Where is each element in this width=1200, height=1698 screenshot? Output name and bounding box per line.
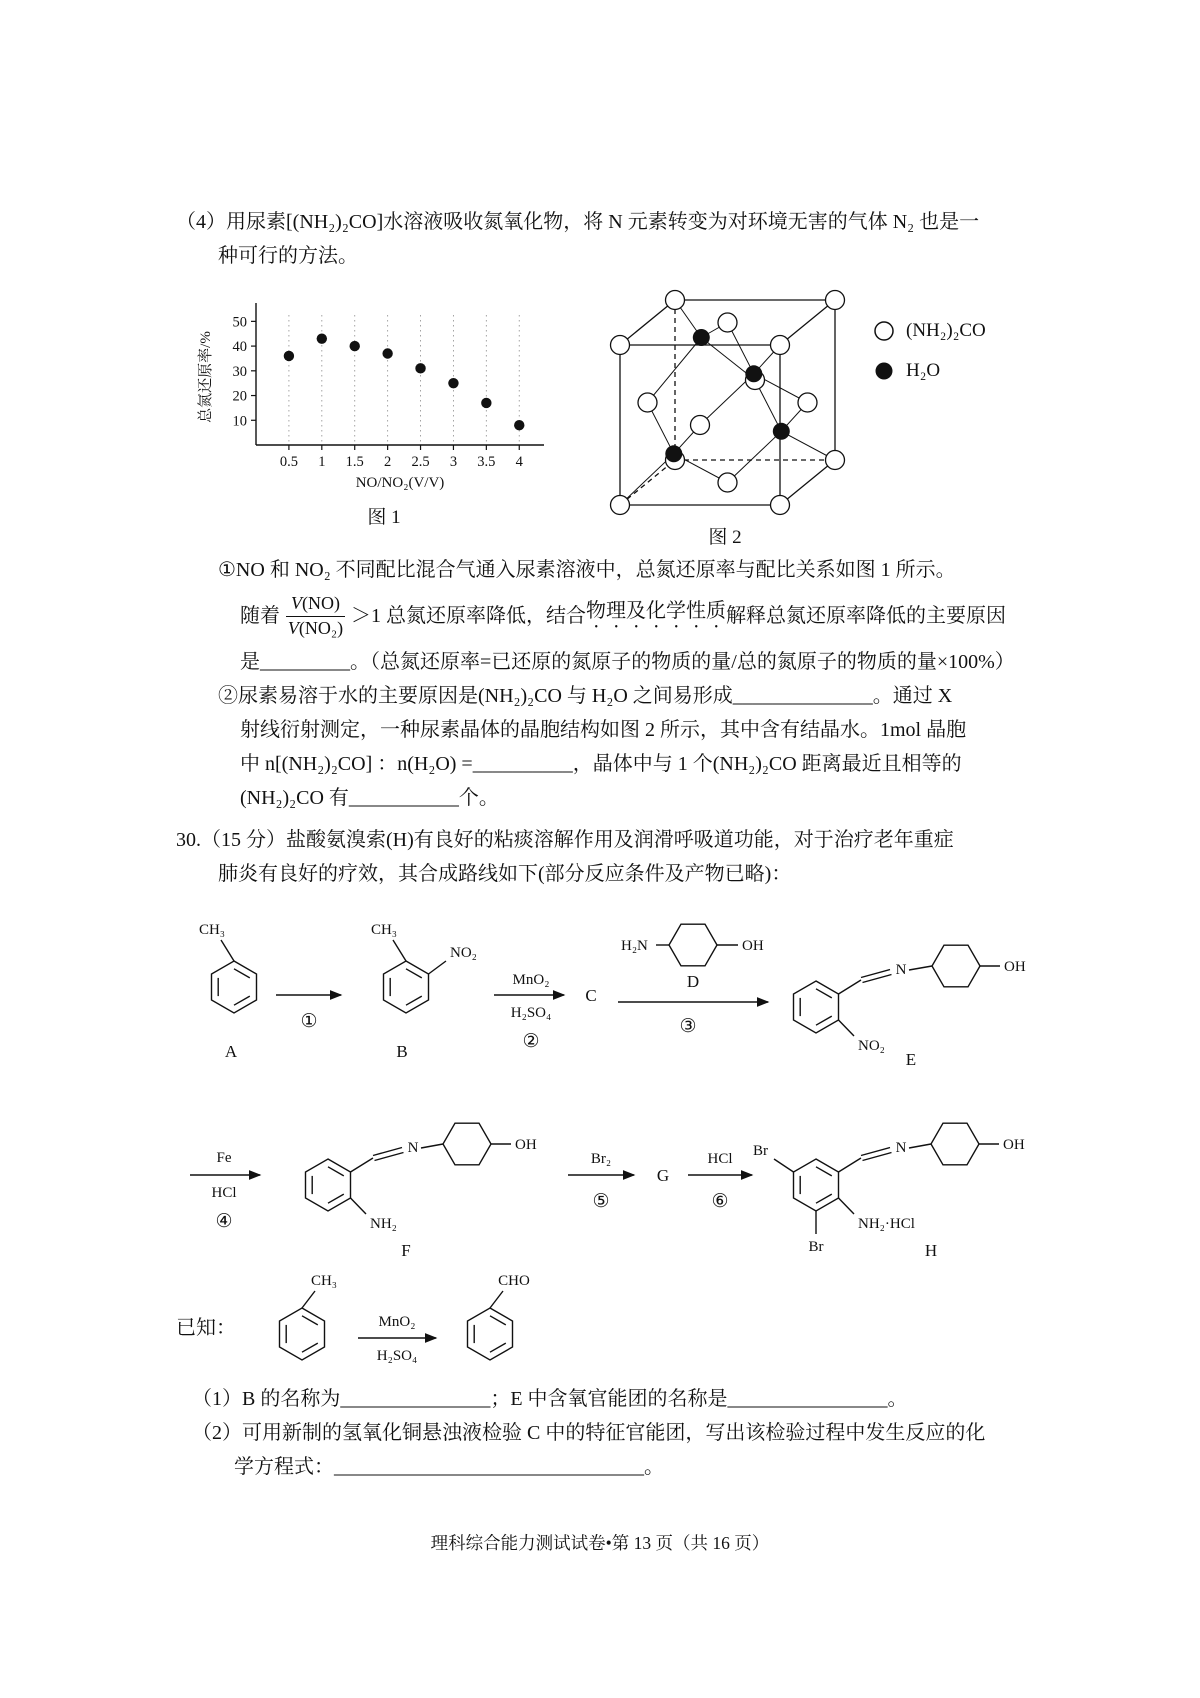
known-arrow	[358, 1314, 436, 1364]
nh2-label: NH₂	[370, 1216, 397, 1232]
q4-intro-line2: 种可行的方法。	[218, 245, 358, 267]
q4-sub1-line1: ①NO 和 NO₂ 不同配比混合气通入尿素溶液中，总氮还原率与配比关系如图 1 所示。	[218, 559, 956, 581]
figure-2	[600, 285, 850, 549]
step-5-arrow	[568, 1151, 634, 1212]
sub1-suffix: 解释总氮还原率降低的主要原因	[726, 605, 1006, 627]
step-2-arrow	[494, 972, 564, 1052]
svg-text:20: 20	[232, 388, 247, 405]
figure-2-legend	[872, 319, 986, 399]
q30-intro-line1: 30.（15 分）盐酸氨溴索(H)有良好的粘痰溶解作用及润滑呼吸道功能，对于治疗老年重症	[176, 829, 954, 851]
n-label: N	[895, 1140, 907, 1156]
svg-text:1: 1	[318, 454, 326, 470]
fraction-numerator: V(NO)	[286, 593, 345, 617]
q4-sub1-line2	[176, 590, 1052, 642]
cho-label: CHO	[498, 1273, 530, 1289]
fig2-crystal-structure	[600, 285, 850, 520]
structure-toluene	[280, 1273, 338, 1360]
oh-label: OH	[742, 938, 764, 954]
svg-text:3: 3	[449, 454, 458, 470]
compound-h-label: H	[924, 1241, 938, 1260]
svg-text:3.5: 3.5	[477, 454, 496, 470]
oh-label: OH	[515, 1137, 537, 1153]
svg-text:0.5: 0.5	[279, 454, 298, 470]
legend-item-urea	[872, 319, 986, 343]
sub1-mid: ＞1 总氮还原率降低，结合	[351, 605, 586, 627]
filled-circle-icon	[872, 359, 896, 383]
br-label: Br	[753, 1143, 768, 1159]
structure-F	[306, 1123, 537, 1260]
page-footer: 理科综合能力测试试卷•第 13 页（共 16 页）	[430, 1533, 770, 1553]
fraction-vno-over-vno2	[286, 593, 345, 639]
compound-a-label: A	[224, 1042, 238, 1061]
step-6-arrow	[688, 1151, 752, 1212]
q4-sub2-line4: (NH₂)₂CO 有___________个。	[240, 787, 499, 809]
chart-x-axis-label: NO/NO₂(V/V)	[355, 475, 445, 491]
oh-label: OH	[1003, 1137, 1025, 1153]
fig1-chart	[194, 285, 574, 500]
n-label: N	[895, 962, 907, 978]
compound-d-label: D	[686, 972, 700, 991]
svg-text:2.5: 2.5	[411, 454, 430, 470]
n-label: N	[407, 1140, 419, 1156]
br-label: Br	[808, 1239, 824, 1255]
step-4-label: ④	[215, 1211, 233, 1232]
ch3-label: CH₃	[370, 922, 398, 938]
h2n-label: H₂N	[621, 938, 648, 954]
synthesis-route-row2	[176, 1080, 1046, 1260]
q30-question-1: （1）B 的名称为_______________；E 中含氧官能团的名称是________________。	[192, 1388, 908, 1410]
q4-intro-line1: （4）用尿素[(NH₂)₂CO]水溶液吸收氮氧化物，将 N 元素转变为对环境无害的气体 N₂ 也是一	[176, 211, 980, 233]
legend-urea-label: (NH₂)₂CO	[906, 320, 986, 341]
step-3-arrow	[618, 1002, 768, 1037]
synthesis-route-row1	[176, 895, 1046, 1070]
q4-sub1-line3: 是_________。（总氮还原率=已还原的氮原子的物质的量/总的氮原子的物质的量×100%）	[240, 651, 1015, 673]
known-label: 已知：	[176, 1316, 236, 1339]
step-1-arrow	[276, 995, 341, 1032]
structure-E	[794, 945, 1026, 1069]
structure-D	[621, 924, 764, 991]
no2-label: NO₂	[450, 945, 477, 961]
legend-item-water	[872, 359, 986, 383]
structure-B	[371, 922, 477, 1061]
chart-y-axis-label: 总氮还原率/%	[198, 331, 214, 423]
svg-text:1.5: 1.5	[345, 454, 364, 470]
sub1-emphasized-text: 物理及化学性质	[586, 600, 726, 622]
ch3-label: CH₃	[198, 922, 226, 938]
q30-question-2-line2: 学方程式：_______________________________。	[234, 1456, 664, 1478]
svg-text:4: 4	[515, 454, 523, 470]
fraction-denominator: V(NO₂)	[287, 617, 344, 638]
mno2-label: MnO₂	[512, 972, 550, 988]
h2so4-label: H₂SO₄	[510, 1005, 552, 1021]
svg-text:30: 30	[232, 363, 247, 380]
open-circle-icon	[872, 319, 896, 343]
mno2-label: MnO₂	[378, 1314, 416, 1330]
step-4-arrow	[190, 1150, 260, 1232]
h2so4-label: H₂SO₄	[376, 1348, 418, 1364]
oh-label: OH	[1004, 959, 1026, 975]
figure-1	[194, 285, 574, 529]
compound-b-label: B	[396, 1042, 408, 1061]
sub1-prefix: 随着	[240, 605, 280, 627]
step-1-label: ①	[300, 1011, 318, 1032]
q4-sub2-line2: 射线衍射测定，一种尿素晶体的晶胞结构如图 2 所示，其中含有结晶水。1mol 晶胞	[240, 719, 967, 741]
figures-row	[194, 285, 1052, 549]
known-reaction-row	[176, 1270, 1052, 1380]
hcl-label: HCl	[211, 1185, 237, 1201]
legend-water-label: H₂O	[906, 360, 941, 381]
step-3-label: ③	[679, 1016, 697, 1037]
fe-label: Fe	[216, 1150, 232, 1166]
hcl-label: HCl	[707, 1151, 733, 1167]
compound-g-label: G	[656, 1166, 670, 1185]
svg-text:2: 2	[384, 454, 392, 470]
figure-1-caption: 图 1	[367, 507, 401, 528]
q4-sub2-line3: 中 n[(NH₂)₂CO] ：n(H₂O) =__________，晶体中与 1 个(NH₂)₂CO 距离最近且相等的	[240, 753, 962, 775]
step-6-label: ⑥	[711, 1191, 729, 1212]
svg-text:40: 40	[232, 339, 247, 356]
figure-2-caption: 图 2	[708, 527, 742, 548]
structure-H	[753, 1123, 1025, 1260]
compound-c-label: C	[585, 986, 597, 1005]
q30-intro-line2: 肺炎有良好的疗效，其合成路线如下(部分反应条件及产物已略)：	[218, 863, 792, 885]
compound-e-label: E	[905, 1050, 917, 1069]
structure-benzaldehyde	[468, 1273, 531, 1360]
nh2-hcl-label: NH₂·HCl	[858, 1216, 915, 1232]
svg-text:10: 10	[232, 413, 247, 430]
ch3-label: CH₃	[310, 1273, 338, 1289]
no2-label: NO₂	[858, 1038, 885, 1054]
step-2-label: ②	[522, 1031, 540, 1052]
br2-label: Br₂	[590, 1151, 612, 1167]
structure-A	[199, 922, 257, 1061]
svg-text:50: 50	[232, 314, 247, 331]
known-reaction-scheme	[240, 1270, 660, 1380]
q4-sub2-line1: ②尿素易溶于水的主要原因是(NH₂)₂CO 与 H₂O 之间易形成______________。通过 X	[218, 685, 953, 707]
step-5-label: ⑤	[592, 1191, 610, 1212]
compound-f-label: F	[401, 1241, 411, 1260]
q30-question-2-line1: （2）可用新制的氢氧化铜悬浊液检验 C 中的特征官能团，写出该检验过程中发生反应的化	[192, 1422, 986, 1444]
